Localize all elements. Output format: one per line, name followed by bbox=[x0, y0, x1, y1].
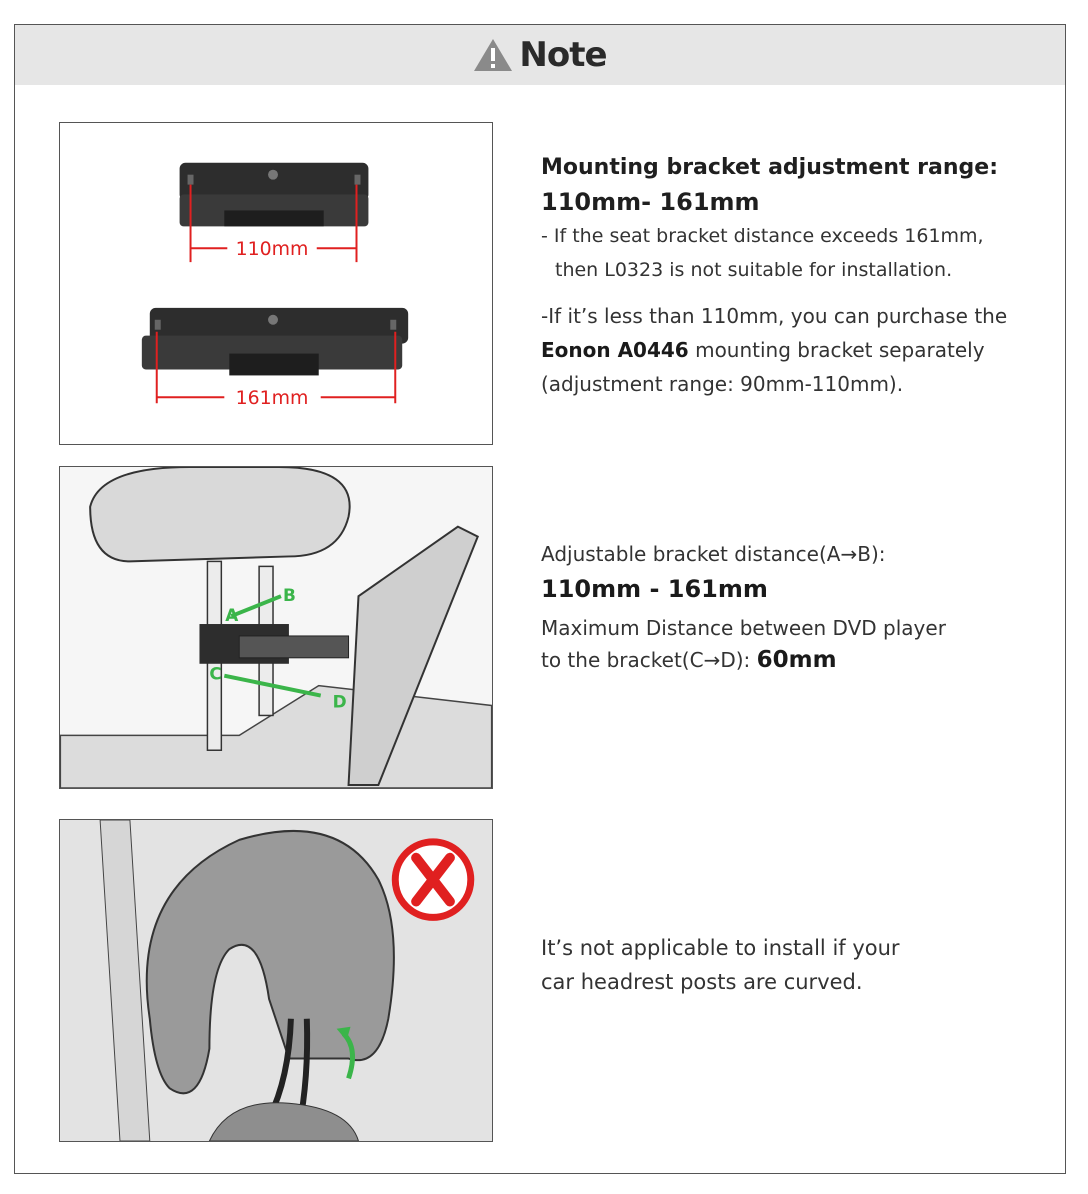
product-name: Eonon A0446 bbox=[541, 338, 689, 362]
max-distance-value: 60mm bbox=[756, 647, 837, 673]
red-x-circle-icon bbox=[395, 842, 471, 918]
section2-line1: Adjustable bracket distance(A→B): bbox=[541, 542, 886, 566]
section1-note2-line1: -If it’s less than 110mm, you can purchase the bbox=[541, 304, 1008, 328]
dimension-label-161: 161mm bbox=[235, 387, 309, 410]
label-d: D bbox=[332, 691, 347, 712]
dimension-label-110: 110mm bbox=[235, 238, 309, 261]
section1-note2-line3: (adjustment range: 90mm-110mm). bbox=[541, 372, 904, 396]
headrest-bracket-diagram bbox=[59, 466, 493, 789]
bracket-small-image bbox=[180, 163, 369, 227]
section1-note1-line1: - If the seat bracket distance exceeds 161mm, bbox=[541, 225, 984, 247]
section3-line1: It’s not applicable to install if your bbox=[541, 936, 900, 960]
note-title: Note bbox=[519, 35, 607, 75]
curved-posts-diagram bbox=[59, 819, 493, 1142]
warning-triangle-icon bbox=[473, 37, 513, 73]
section2-line4: to the bracket(C→D): 60mm bbox=[541, 647, 837, 673]
section3-line2: car headrest posts are curved. bbox=[541, 970, 863, 994]
section-adjustable-distance bbox=[541, 538, 1061, 676]
section1-heading-line2: 110mm- 161mm bbox=[541, 188, 760, 216]
section2-line2: 110mm - 161mm bbox=[541, 575, 768, 603]
headrest-shape bbox=[90, 467, 349, 561]
note-header bbox=[15, 25, 1065, 85]
section-curved-posts bbox=[541, 931, 1061, 999]
label-c: C bbox=[209, 663, 222, 684]
label-b: B bbox=[282, 585, 296, 606]
bracket-range-image bbox=[59, 122, 493, 445]
section-bracket-range bbox=[541, 151, 1061, 401]
section1-note2-line2: Eonon A0446 mounting bracket separately bbox=[541, 338, 985, 362]
section1-note1-line2: then L0323 is not suitable for installation. bbox=[555, 259, 953, 281]
label-a: A bbox=[225, 605, 239, 626]
section2-line3: Maximum Distance between DVD player bbox=[541, 616, 946, 640]
bracket-large-image bbox=[142, 308, 408, 376]
note-card bbox=[14, 24, 1066, 1174]
section1-heading-line1: Mounting bracket adjustment range: bbox=[541, 155, 998, 180]
